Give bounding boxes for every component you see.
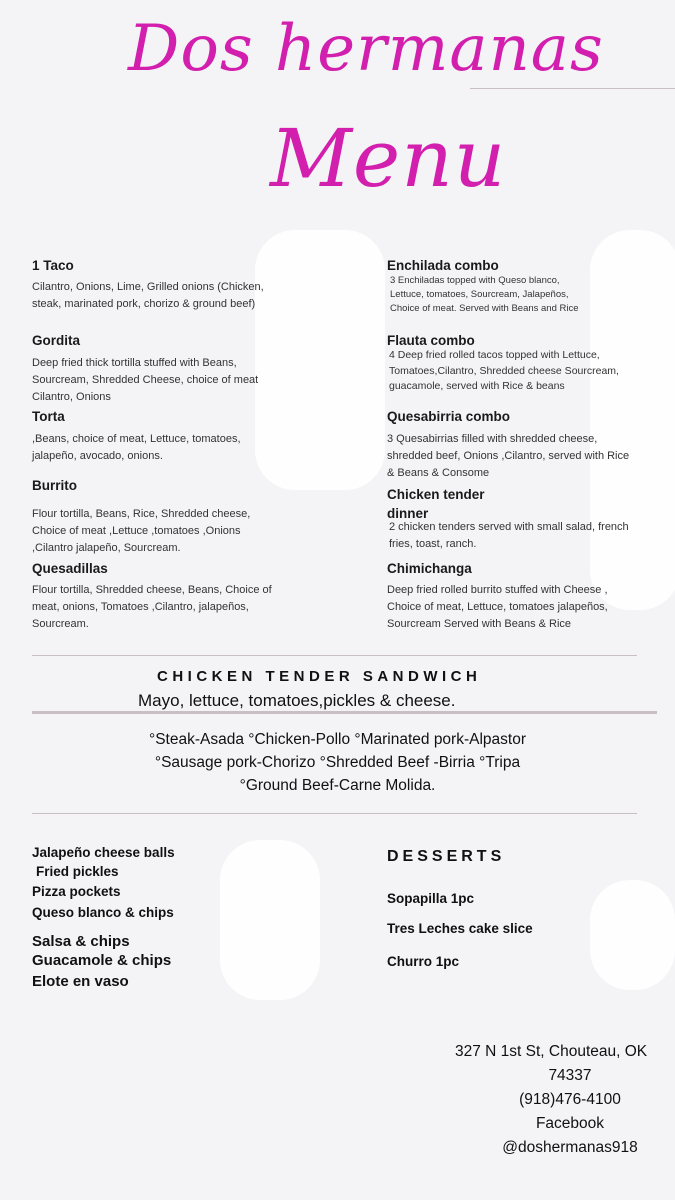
- meat-line: °Sausage pork-Chorizo °Shredded Beef -Birria °Tripa: [154, 754, 521, 771]
- side-item: Jalapeño cheese balls: [32, 845, 175, 860]
- sandwich-title: CHICKEN TENDER SANDWICH: [157, 668, 482, 685]
- side-item: Guacamole & chips: [32, 952, 172, 969]
- facebook-label: Facebook: [535, 1115, 605, 1132]
- item-desc: 3 Quesabirrias filled with shredded cheese, shredded beef, Onions ,Cilantro, served with Rice & Beans & Consome: [387, 433, 630, 479]
- desserts-heading: DESSERTS: [387, 848, 506, 865]
- side-item: Salsa & chips: [32, 933, 130, 950]
- side-item: Elote en vaso: [32, 973, 129, 990]
- dessert-item: Sopapilla 1pc: [387, 891, 475, 906]
- phone-number: (918)476-4100: [519, 1091, 621, 1108]
- dessert-item: Tres Leches cake slice: [387, 921, 533, 936]
- item-desc: Flour tortilla, Beans, Rice, Shredded cheese, Choice of meat ,Lettuce ,tomatoes ,Onions ,Cilantro jalapeño, Sourcream.: [32, 508, 251, 554]
- meat-line: °Ground Beef-Carne Molida.: [239, 777, 436, 794]
- background-blob: [220, 840, 320, 1000]
- item-desc: ,Beans, choice of meat, Lettuce, tomatoes, jalapeño, avocado, onions.: [32, 433, 241, 462]
- item-desc: Deep fried thick tortilla stuffed with Beans, Sourcream, Shredded Cheese, choice of meat Cilantro, Onions: [32, 357, 259, 403]
- header-rule: [470, 88, 675, 89]
- item-desc: 2 chicken tenders served with small salad, french fries, toast, ranch.: [389, 521, 629, 550]
- item-name: Gordita: [32, 333, 81, 348]
- divider: [32, 655, 637, 656]
- meat-line: °Steak-Asada °Chicken-Pollo °Marinated pork-Alpastor: [149, 731, 526, 748]
- item-name: 1 Taco: [32, 258, 74, 273]
- item-name: Flauta combo: [387, 333, 475, 348]
- meat-choices: [0, 728, 675, 797]
- sandwich-desc: Mayo, lettuce, tomatoes,pickles & cheese.: [138, 691, 456, 710]
- item-desc: Cilantro, Onions, Lime, Grilled onions (Chicken, steak, marinated pork, chorizo & ground beef): [32, 281, 264, 310]
- social-handle: @doshermanas918: [502, 1139, 638, 1156]
- address-line: 327 N 1st St, Chouteau, OK: [455, 1043, 648, 1060]
- background-blob: [590, 230, 675, 610]
- item-desc: 4 Deep fried rolled tacos topped with Lettuce, Tomatoes,Cilantro, Shredded cheese Sourcream, guacamole, served with Rice & beans: [389, 349, 619, 392]
- item-desc: Flour tortilla, Shredded cheese, Beans, Choice of meat, onions, Tomatoes ,Cilantro, jalapeños, Sourcream.: [32, 584, 272, 630]
- item-desc: Deep fried rolled burrito stuffed with Cheese , Choice of meat, Lettuce, tomatoes jalapeños, Sourcream Served with Beans & Rice: [387, 584, 608, 630]
- side-item: Pizza pockets: [32, 884, 121, 899]
- menu-title: Menu: [270, 112, 507, 205]
- item-name: Burrito: [32, 478, 77, 493]
- zip-code: 74337: [548, 1067, 592, 1084]
- background-blob: [590, 880, 675, 990]
- dessert-item: Churro 1pc: [387, 954, 460, 969]
- item-name: Enchilada combo: [387, 258, 499, 273]
- restaurant-name: Dos hermanas: [128, 12, 604, 86]
- item-name: Chicken tender dinner: [387, 487, 485, 521]
- item-desc: 3 Enchiladas topped with Queso blanco, Lettuce, tomatoes, Sourcream, Jalapeños, Choice of meat. Served with Beans and Rice: [390, 275, 579, 314]
- divider: [32, 813, 637, 814]
- item-name: Torta: [32, 409, 65, 424]
- item-name: Quesadillas: [32, 561, 108, 576]
- divider: [32, 711, 657, 714]
- side-item: Fried pickles: [36, 864, 119, 879]
- item-name: Quesabirria combo: [387, 409, 511, 424]
- item-name: Chimichanga: [387, 561, 472, 576]
- side-item: Queso blanco & chips: [32, 905, 174, 920]
